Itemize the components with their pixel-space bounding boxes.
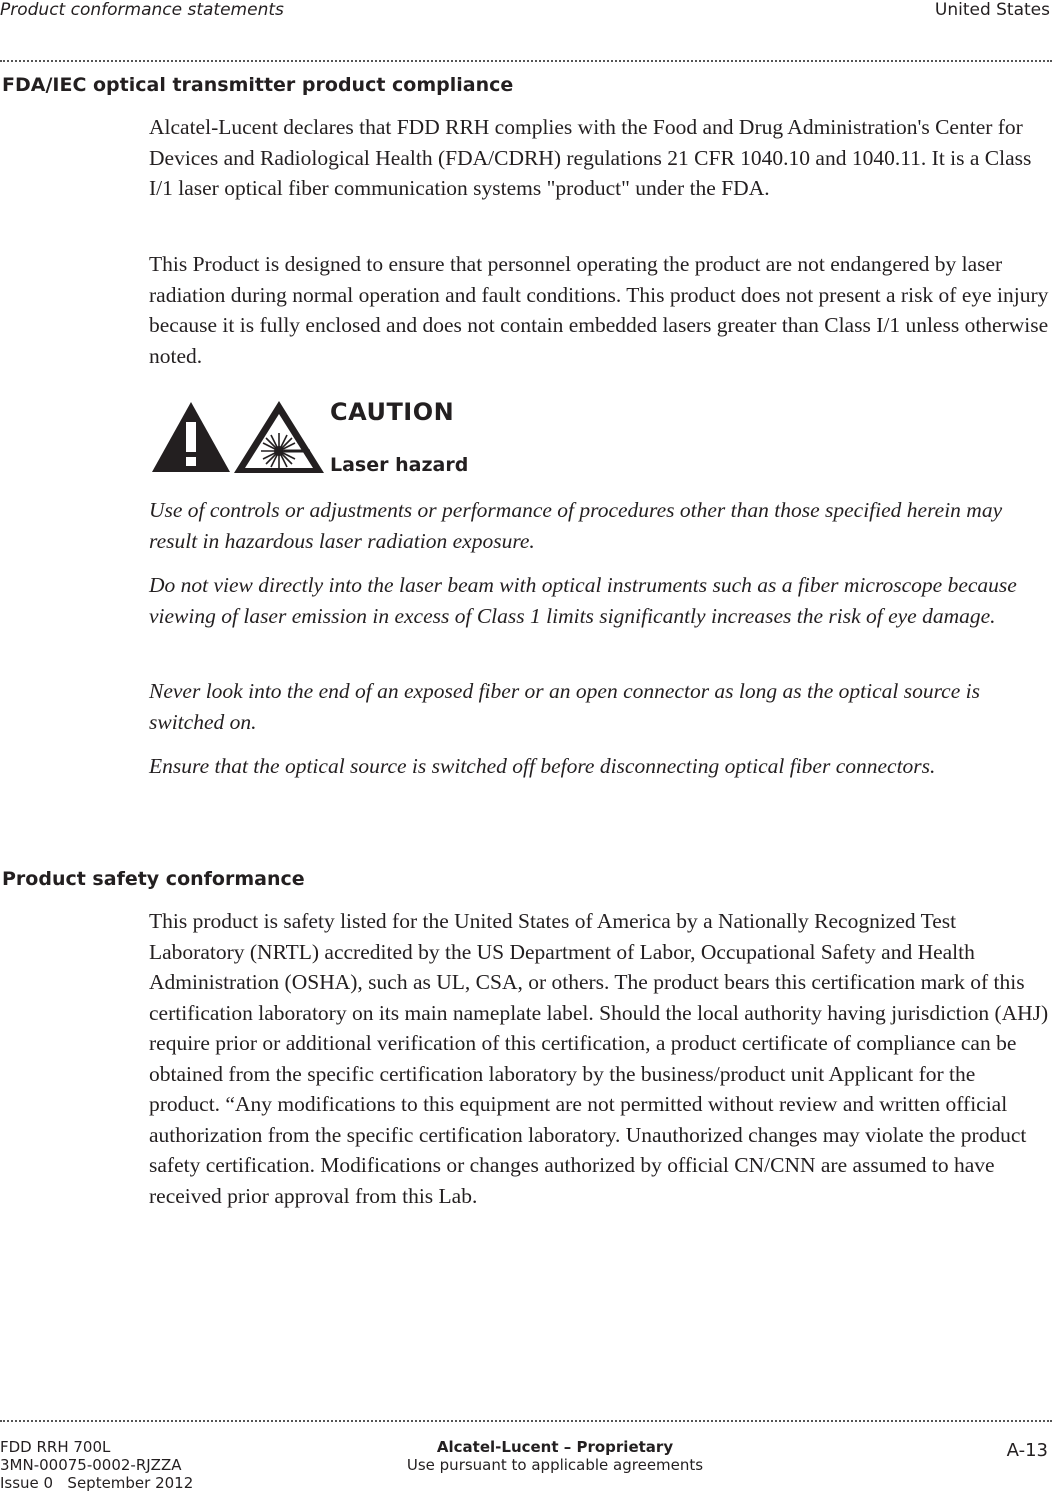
footer-issue: Issue 0 xyxy=(0,1474,54,1492)
caution-subtitle: Laser hazard xyxy=(330,454,469,476)
footer-divider xyxy=(0,1420,1052,1422)
caution-title: CAUTION xyxy=(330,398,455,426)
footer-issue-line xyxy=(0,1474,193,1492)
footer-product: FDD RRH 700L xyxy=(0,1438,111,1456)
laser-hazard-icon xyxy=(234,401,324,473)
caution-paragraph-3: Never look into the end of an exposed fiber or an open connector as long as the optical source is switched on. xyxy=(149,679,980,734)
footer-proprietary-notice xyxy=(385,1438,725,1474)
running-header xyxy=(0,0,1052,24)
header-divider xyxy=(0,60,1052,62)
footer-notice: Use pursuant to applicable agreements xyxy=(406,1456,704,1474)
footer-doc-number: 3MN-00075-0002-RJZZA xyxy=(0,1456,182,1474)
caution-paragraph-4: Ensure that the optical source is switched off before disconnecting optical fiber connectors. xyxy=(149,754,936,778)
caution-paragraph-2: Do not view directly into the laser beam with optical instruments such as a fiber microscope because viewing of laser emission in excess of Class 1 limits significantly increases the risk of eye damage. xyxy=(149,573,1017,628)
caution-paragraph-1: Use of controls or adjustments or performance of procedures other than those specified herein may result in hazardous laser radiation exposure. xyxy=(149,498,1003,553)
footer-document-info xyxy=(0,1438,193,1492)
fda-section-heading: FDA/IEC optical transmitter product compliance xyxy=(2,74,514,96)
footer-company: Alcatel-Lucent – Proprietary xyxy=(436,1438,674,1456)
page-number: A-13 xyxy=(1006,1440,1048,1461)
header-region: United States xyxy=(934,0,1050,20)
safety-section-heading: Product safety conformance xyxy=(2,868,305,890)
safety-paragraph: This product is safety listed for the United States of America by a Nationally Recognized Test Laboratory (NRTL) accredited by the US Department of Labor, Occupational Safety and Health Administration (OSHA), such as UL, CSA, or others. The product bears this certification mark of this certification laboratory on its main nameplate label. Should the local authority having jurisdiction (AHJ) require prior or additional verification of this certification, a product certificate of compliance can be obtained from the specific certification laboratory by the business/product unit Applicant for the product. “Any modifications to this equipment are not permitted without review and written official authorization from the specific certification laboratory. Unauthorized changes may violate the product safety certification. Modifications or changes authorized by official CN/CNN are assumed to have received prior approval from this Lab. xyxy=(149,909,1049,1208)
header-section-title: Product conformance statements xyxy=(0,0,284,20)
footer-date: September 2012 xyxy=(67,1474,194,1492)
fda-paragraph-1: Alcatel-Lucent declares that FDD RRH complies with the Food and Drug Administration's Center for Devices and Radiological Health (FDA/CDRH) regulations 21 CFR 1040.10 and 1040.11. It is a Class I/1 laser optical fiber communication systems "product" under the FDA. xyxy=(149,115,1032,200)
warning-exclamation-icon xyxy=(150,398,326,476)
fda-paragraph-2: This Product is designed to ensure that personnel operating the product are not endangered by laser radiation during normal operation and fault conditions. This product does not present a risk of eye injury because it is fully enclosed and does not contain embedded lasers greater than Class I/1 unless otherwise noted. xyxy=(149,252,1049,368)
caution-icons xyxy=(150,398,326,476)
